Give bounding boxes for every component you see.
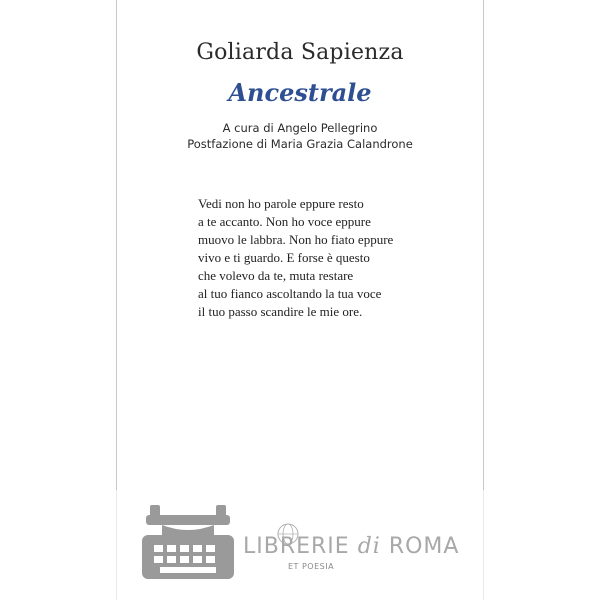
watermark-text-post: ROMA (380, 534, 460, 559)
poem-line: che volevo da te, muta restare (198, 268, 354, 283)
watermark-subtitle: ET POESIA (288, 562, 335, 571)
poem-line: a te accanto. Non ho voce eppure (198, 214, 371, 229)
poem-line: il tuo passo scandire le mie ore. (198, 304, 363, 319)
typewriter-icon (140, 505, 236, 583)
watermark-text (243, 534, 459, 559)
poem-line: muovo le labbra. Non ho fiato eppure (198, 232, 394, 247)
poem-line: al tuo fianco ascoltando la tua voce (198, 286, 382, 301)
afterword-credit: Postfazione di Maria Grazia Calandrone (187, 137, 413, 151)
poem-line: vivo e ti guardo. E forse è questo (198, 250, 370, 265)
watermark-text-pre: LIBRERIE (243, 534, 358, 559)
poem (198, 195, 393, 321)
author-name: Goliarda Sapienza (196, 40, 404, 65)
poem-line: Vedi non ho parole eppure resto (198, 196, 364, 211)
watermark-text-di: di (357, 534, 381, 559)
editor-credit: A cura di Angelo Pellegrino (222, 121, 378, 135)
credits (117, 120, 483, 152)
book-title: Ancestrale (228, 78, 372, 107)
